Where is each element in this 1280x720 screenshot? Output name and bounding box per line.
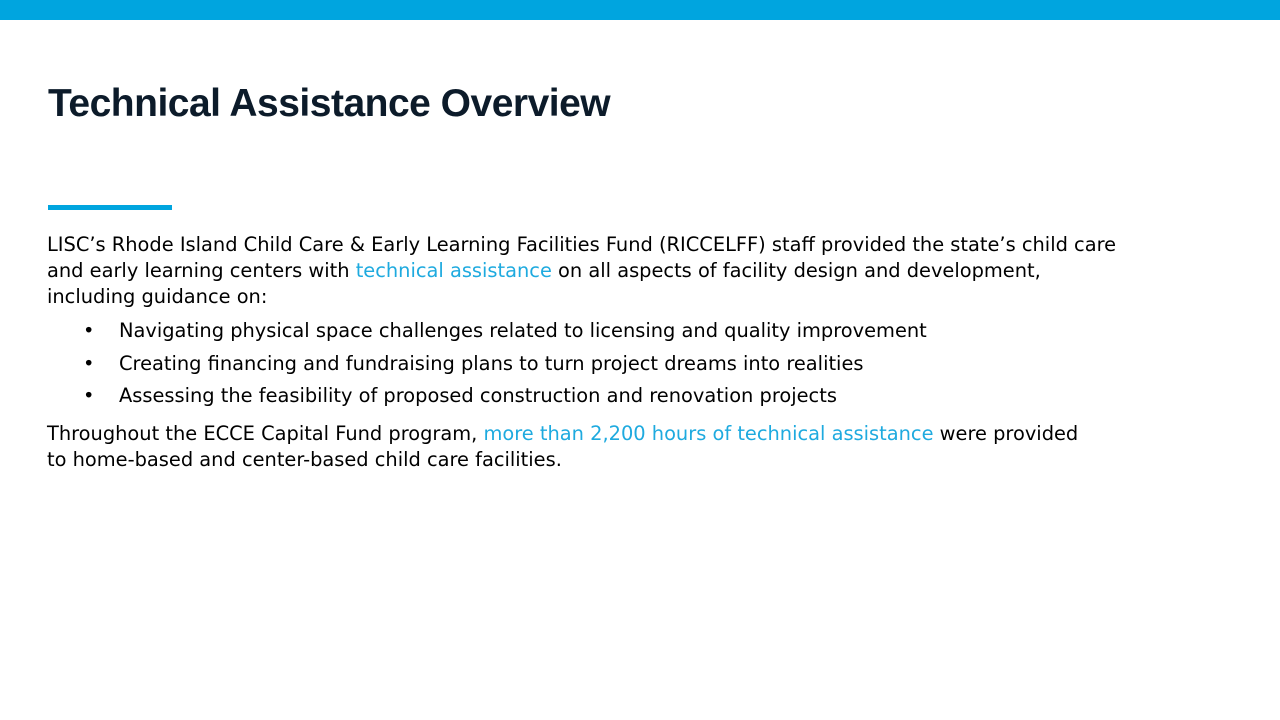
list-item <box>47 348 1117 381</box>
summary-highlight: more than 2,200 hours of technical assistance <box>483 421 934 445</box>
list-item <box>47 315 1117 348</box>
list-item-text: Assessing the feasibility of proposed construction and renovation projects <box>119 384 837 407</box>
slide-title: Technical Assistance Overview <box>48 82 611 125</box>
list-item-text: Creating financing and fundraising plans to turn project dreams into realities <box>119 351 864 375</box>
list-item <box>47 380 1117 413</box>
list-item-text: Navigating physical space challenges related to licensing and quality improvement <box>119 319 927 342</box>
summary-paragraph <box>47 421 1117 473</box>
intro-text-line2-end: on all aspects of facility design and development, <box>551 259 1041 282</box>
summary-text: Throughout the ECCE Capital Fund program, <box>47 421 484 445</box>
bullet-marker: • <box>83 384 95 407</box>
intro-highlight: technical assistance <box>355 259 552 282</box>
bullet-marker: • <box>83 319 95 342</box>
summary-text-end: were provided <box>933 421 1079 445</box>
intro-paragraph <box>47 232 1117 310</box>
summary-text-line2: to home-based and center-based child care facilities. <box>47 447 562 471</box>
intro-text-line1: LISC’s Rhode Island Child Care & Early Learning Facilities Fund (RICCELFF) staff provided the state’s child care <box>47 233 1117 256</box>
title-underline <box>48 205 172 210</box>
intro-text-line3: including guidance on: <box>47 285 268 308</box>
slide-body <box>47 232 1117 473</box>
top-accent-bar <box>0 0 1280 20</box>
intro-text-line2: and early learning centers with <box>47 259 356 282</box>
guidance-list <box>47 315 1117 413</box>
bullet-marker: • <box>83 351 95 375</box>
